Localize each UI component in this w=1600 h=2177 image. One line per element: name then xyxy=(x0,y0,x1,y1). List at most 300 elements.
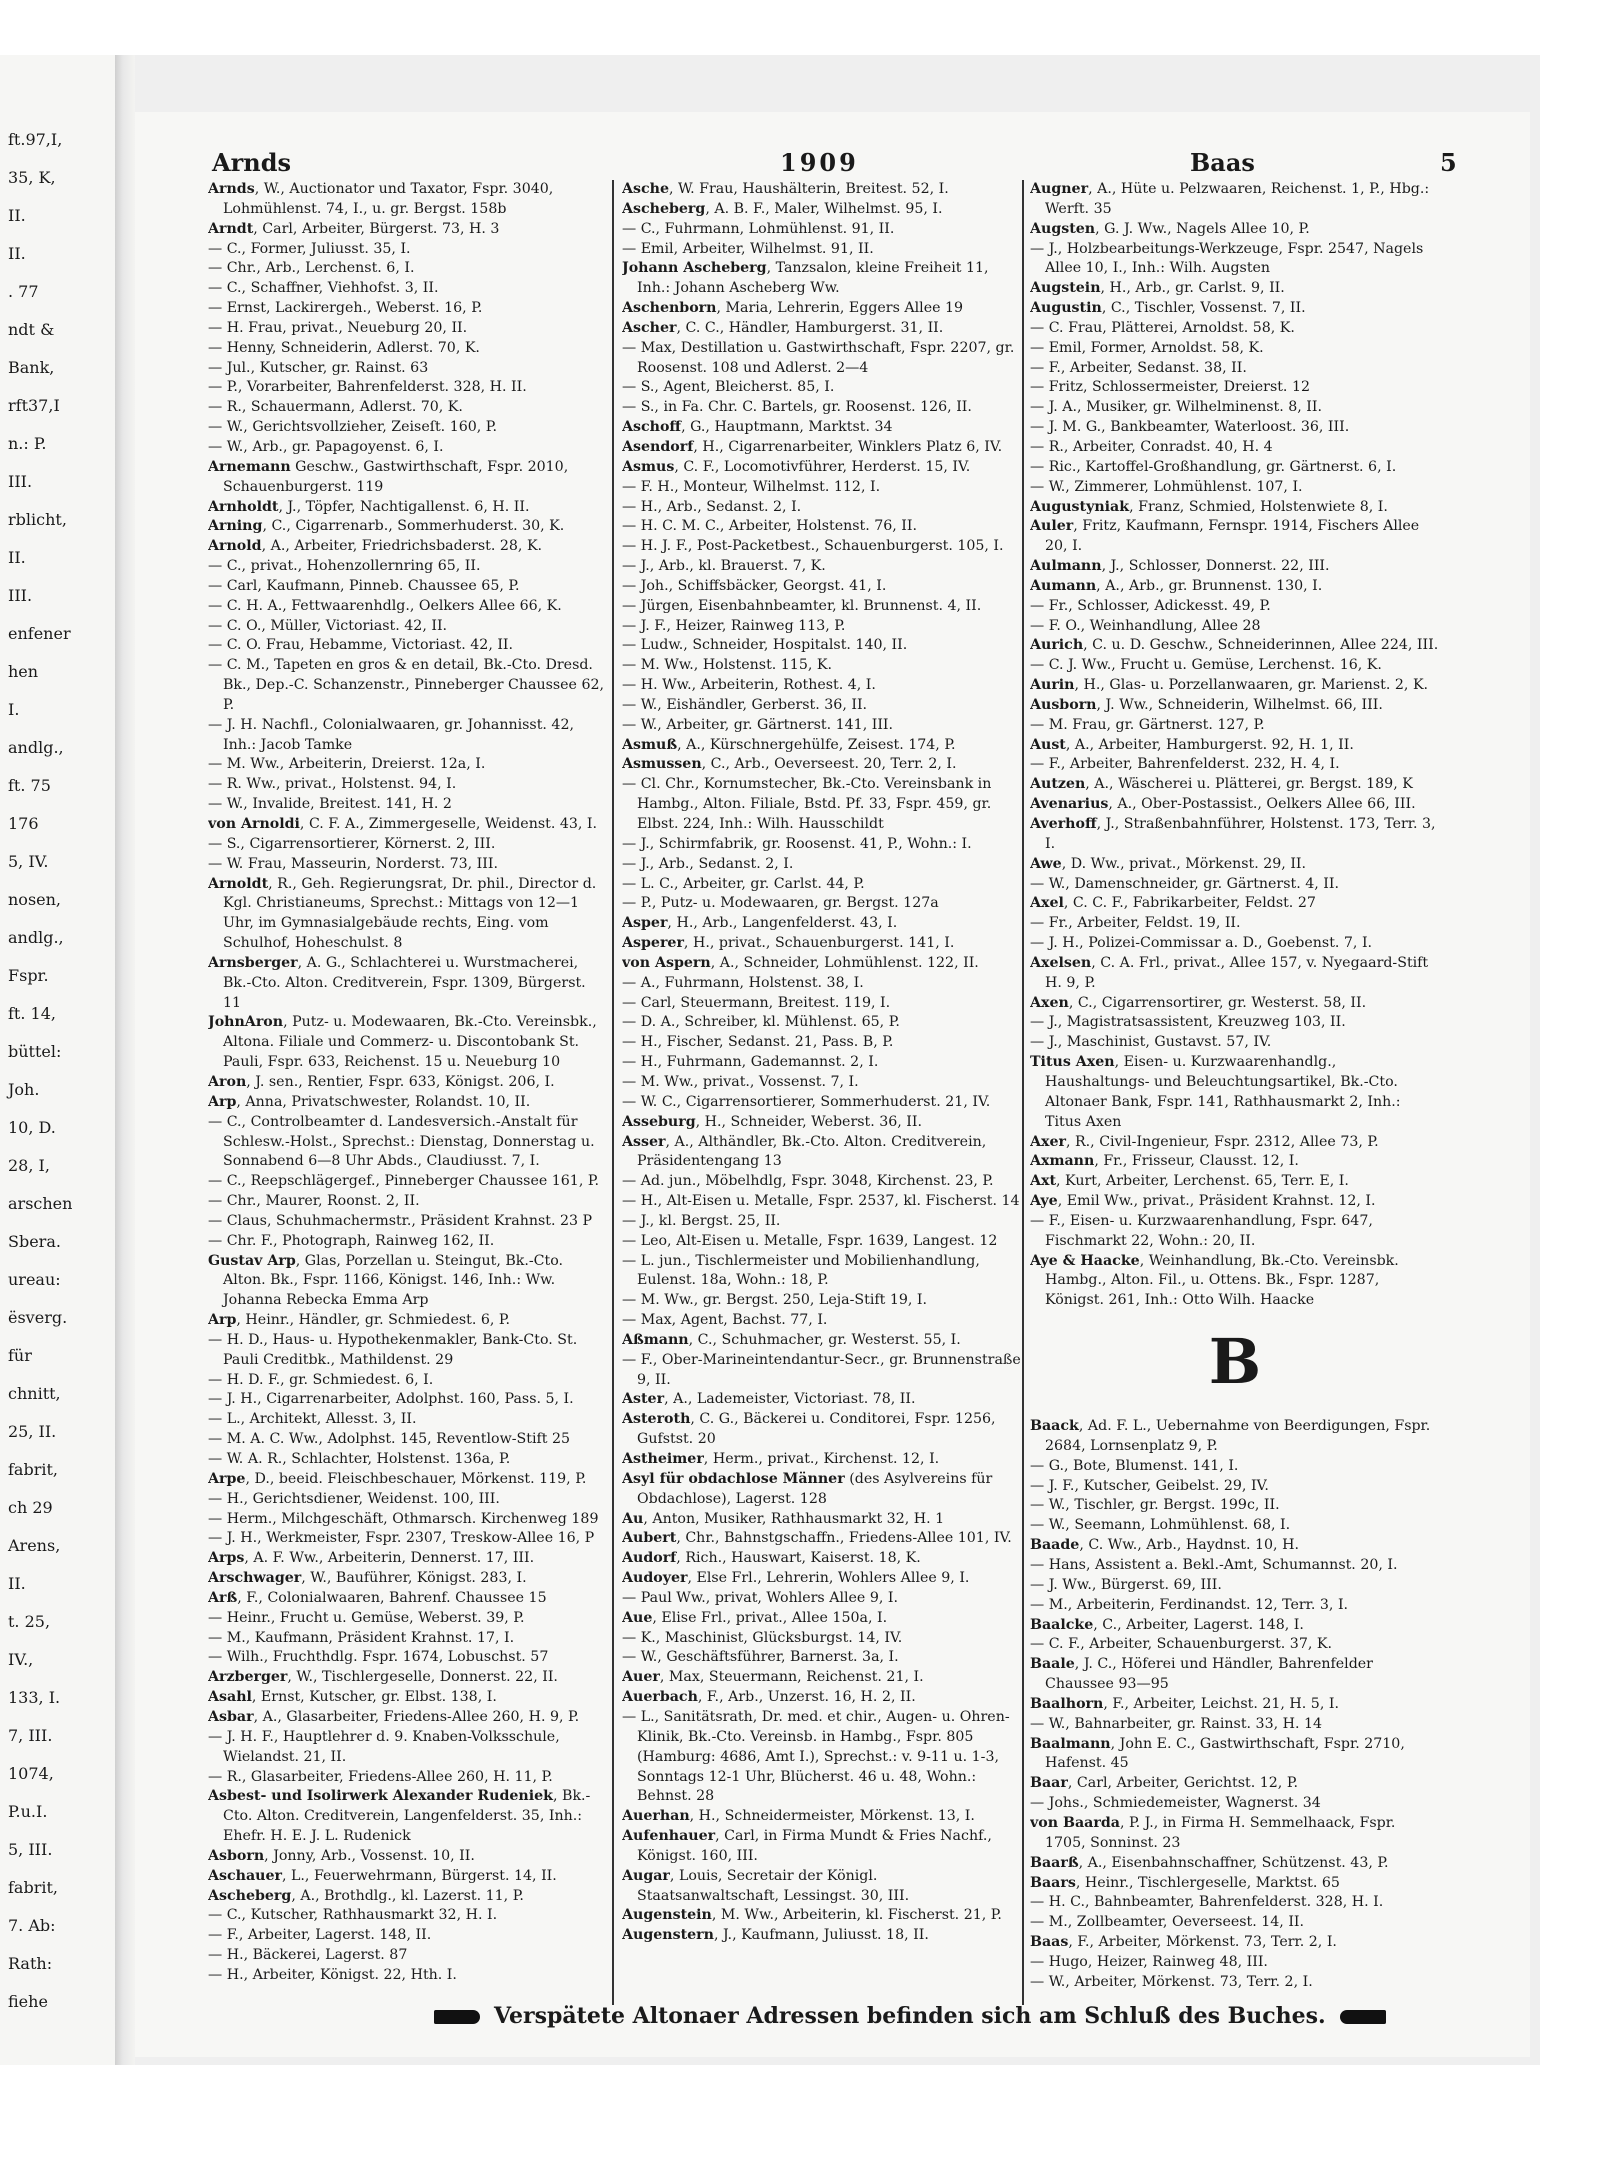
directory-entry xyxy=(208,1609,608,1629)
entry-details: , Putz- u. Modewaaren, Bk.-Cto. Vereinsbk., Altona. Filiale und Commerz- u. Discontobank St. Pauli, Fspr. 633, Reichenst. 15 u. Neueburg 10 xyxy=(223,1014,597,1071)
entry-details: — Claus, Schuhmachermstr., Präsident Krahnst. 23 P xyxy=(208,1212,593,1229)
entry-details: , Carl, Arbeiter, Bürgerst. 73, H. 3 xyxy=(253,220,500,237)
entry-details: — W., Invalide, Breitest. 141, H. 2 xyxy=(208,796,452,813)
directory-entry xyxy=(1030,795,1440,815)
entry-details: — M. Ww., gr. Bergst. 250, Leja-Stift 19, I. xyxy=(622,1292,928,1309)
entry-surname: Baas xyxy=(1030,1934,1069,1951)
entry-surname: Baalcke xyxy=(1030,1616,1094,1633)
entry-surname: Aye xyxy=(1030,1193,1058,1210)
directory-entry xyxy=(622,1192,1022,1212)
directory-entry xyxy=(208,597,608,617)
entry-details: , A. B. F., Maler, Wilhelmst. 95, I. xyxy=(705,200,943,217)
directory-entry xyxy=(208,1549,608,1569)
entry-details: , Eisen- u. Kurzwaarenhandlg., Haushaltungs- und Beleuchtungsartikel, Bk.-Cto. Altonaer Bank, Fspr. 141, Rathhausmarkt 2, Inh.: Titus Axen xyxy=(1045,1054,1401,1130)
directory-entry xyxy=(1030,1212,1440,1252)
previous-page-fragment: Sbera. xyxy=(8,1232,61,1251)
directory-entry xyxy=(208,1529,608,1549)
entry-details: , Fr., Frisseur, Clausst. 12, I. xyxy=(1094,1153,1299,1170)
entry-surname: Arnold xyxy=(208,538,262,555)
directory-entry xyxy=(208,755,608,775)
directory-entry xyxy=(622,1291,1022,1311)
entry-details: , M. Ww., Arbeiterin, kl. Fischerst. 21, P. xyxy=(711,1907,1002,1924)
entry-surname: Asmussen xyxy=(622,756,702,773)
directory-entry xyxy=(622,736,1022,756)
previous-page-fragment: rft37,I xyxy=(8,396,60,415)
entry-details: , C. Ww., Arb., Haydnst. 10, H. xyxy=(1079,1537,1299,1554)
directory-entry xyxy=(208,259,608,279)
directory-entry xyxy=(1030,438,1440,458)
directory-entry xyxy=(1030,1933,1440,1953)
entry-surname: Arpe xyxy=(208,1470,246,1487)
entry-details: , Herm., privat., Kirchenst. 12, I. xyxy=(703,1451,940,1467)
entry-details: — F. O., Weinhandlung, Allee 28 xyxy=(1030,617,1261,634)
entry-details: , H., Schneidermeister, Mörkenst. 13, I. xyxy=(689,1808,975,1825)
entry-surname: Asper xyxy=(622,915,668,932)
entry-details: , F., Arbeiter, Leichst. 21, H. 5, I. xyxy=(1103,1695,1339,1712)
directory-entry xyxy=(208,795,608,815)
entry-surname: Auler xyxy=(1030,518,1074,535)
entry-surname: Arschwager xyxy=(208,1570,302,1587)
previous-page-fragment: andlg., xyxy=(8,738,64,757)
entry-details: , Anton, Musiker, Rathhausmarkt 32, H. 1 xyxy=(643,1510,945,1527)
directory-entry xyxy=(1030,1033,1440,1053)
entry-details: — W., Geschäftsführer, Barnerst. 3a, I. xyxy=(622,1649,899,1666)
entry-details: — Cl. Chr., Kornumstecher, Bk.-Cto. Vereinsbank in Hambg., Alton. Filiale, Bstd. Pf. 33, Fspr. 459, gr. Elbst. 224, Inh.: Wilh. Hausschildt xyxy=(622,776,992,832)
entry-surname: Autzen xyxy=(1030,776,1086,793)
directory-entry xyxy=(1030,1576,1440,1596)
entry-details: , A., Brothdlg., kl. Lazerst. 11, P. xyxy=(291,1887,524,1904)
entry-details: , F., Colonialwaaren, Bahrenf. Chaussee 15 xyxy=(237,1589,547,1606)
directory-entry xyxy=(208,775,608,795)
entry-details: — C. F., Arbeiter, Schauenburgerst. 37, K. xyxy=(1030,1636,1332,1653)
directory-entry xyxy=(208,299,608,319)
entry-details: , A. G., Schlachterei u. Wurstmacherei, Bk.-Cto. Alton. Creditverein, Fspr. 1309, Bürgerst. 11 xyxy=(223,954,586,1011)
directory-entry xyxy=(622,617,1022,637)
directory-entry xyxy=(622,1510,1022,1530)
entry-details: — F., Arbeiter, Sedanst. 38, II. xyxy=(1030,359,1247,376)
entry-surname: Aust xyxy=(1030,736,1066,753)
entry-details: — H., Arbeiter, Königst. 22, Hth. I. xyxy=(208,1966,457,1983)
directory-entry xyxy=(208,1569,608,1589)
entry-details: , Glas, Porzellan u. Steingut, Bk.-Cto. Alton. Bk., Fspr. 1166, Königst. 146, Inh.: Ww. Johanna Rebecka Emma Arp xyxy=(223,1252,564,1309)
pointing-hand-icon xyxy=(1340,2010,1386,2024)
entry-surname: Asyl für obdachlose Männer xyxy=(622,1470,845,1487)
previous-page-fragment: 5, IV. xyxy=(8,852,49,871)
entry-details: — J. F., Heizer, Rainweg 113, P. xyxy=(622,617,846,634)
entry-surname: von Aspern xyxy=(622,954,711,971)
entry-details: — H., Gerichtsdiener, Weidenst. 100, III. xyxy=(208,1490,500,1507)
entry-details: , H., privat., Schauenburgerst. 141, I. xyxy=(683,935,955,952)
directory-entry xyxy=(208,1192,608,1212)
directory-entry xyxy=(622,498,1022,518)
entry-details: — H. Frau, privat., Neueburg 20, II. xyxy=(208,319,468,336)
previous-page-fragment: ësverg. xyxy=(8,1308,68,1327)
entry-details: , C., Arb., Oeverseest. 20, Terr. 2, I. xyxy=(701,756,957,773)
entry-surname: Axel xyxy=(1030,895,1064,912)
entry-surname: Arnds xyxy=(208,181,255,197)
entry-details: , A. F. Ww., Arbeiterin, Dennerst. 17, III. xyxy=(244,1550,535,1567)
entry-details: — Johs., Schmiedemeister, Wagnerst. 34 xyxy=(1030,1795,1321,1812)
entry-details: — W., Arb., gr. Papagoyenst. 6, I. xyxy=(208,438,444,455)
directory-column-3 xyxy=(1030,180,1440,1993)
entry-details: , Carl, Arbeiter, Gerichtst. 12, P. xyxy=(1067,1775,1299,1792)
entry-surname: Averhoff xyxy=(1030,816,1097,832)
directory-entry xyxy=(1030,339,1440,359)
entry-surname: Axen xyxy=(1030,994,1069,1011)
entry-surname: Audorf xyxy=(622,1550,677,1567)
previous-page-fragment: rblicht, xyxy=(8,510,67,529)
directory-entry xyxy=(208,240,608,260)
directory-entry xyxy=(622,240,1022,260)
directory-entry xyxy=(622,1093,1022,1113)
previous-page-fragment: 176 xyxy=(8,814,39,833)
entry-details: , A., Lademeister, Victoriast. 78, II. xyxy=(664,1391,916,1408)
directory-entry xyxy=(622,954,1022,974)
previous-page-fragment: . 77 xyxy=(8,282,39,301)
entry-details: — C., Schaffner, Viehhofst. 3, II. xyxy=(208,280,439,297)
entry-details: — Chr. F., Photograph, Rainweg 162, II. xyxy=(208,1232,495,1249)
previous-page-fragment: IV., xyxy=(8,1650,34,1669)
entry-details: — C., Fuhrmann, Lohmühlenst. 91, II. xyxy=(622,220,895,237)
directory-entry xyxy=(622,1867,1022,1907)
footer-notice-text: Verspätete Altonaer Adressen befinden sich am Schluß des Buches. xyxy=(494,2003,1326,2029)
previous-page-fragment: ch 29 xyxy=(8,1498,53,1517)
entry-surname: Asahl xyxy=(208,1689,252,1706)
entry-details: — J., Holzbearbeitungs-Werkzeuge, Fspr. 2547, Nagels Allee 10, I., Inh.: Wilh. Augsten xyxy=(1030,240,1424,277)
directory-entry xyxy=(622,775,1022,835)
entry-details: — R., Arbeiter, Conradst. 40, H. 4 xyxy=(1030,438,1273,455)
directory-entry xyxy=(208,1966,608,1986)
previous-page-fragment: hen xyxy=(8,662,39,681)
entry-details: , H., Cigarrenarbeiter, Winklers Platz 6, IV. xyxy=(693,438,1003,455)
directory-entry xyxy=(1030,656,1440,676)
directory-entry xyxy=(1030,934,1440,954)
directory-entry xyxy=(208,617,608,637)
directory-entry xyxy=(622,220,1022,240)
directory-entry xyxy=(208,398,608,418)
entry-details: Geschw., Gastwirthschaft, Fspr. 2010, Schauenburgerst. 119 xyxy=(223,458,569,495)
entry-details: , H., Glas- u. Porzellanwaaren, gr. Marienst. 2, K. xyxy=(1074,677,1429,694)
entry-details: , J., Schlosser, Donnerst. 22, III. xyxy=(1101,558,1330,575)
entry-details: , C., Cigarrenarb., Sommerhuderst. 30, K. xyxy=(262,518,565,535)
entry-details: — Max, Agent, Bachst. 77, I. xyxy=(622,1312,828,1329)
entry-surname: Arnsberger xyxy=(208,954,298,971)
directory-entry xyxy=(1030,319,1440,339)
entry-details: — H., Arb., Sedanst. 2, I. xyxy=(622,498,802,515)
entry-details: — W., Damenschneider, gr. Gärtnerst. 4, II. xyxy=(1030,875,1339,892)
entry-details: — M. Ww., privat., Vossenst. 7, I. xyxy=(622,1073,859,1090)
directory-entry xyxy=(622,458,1022,478)
directory-entry xyxy=(1030,875,1440,895)
directory-entry xyxy=(622,1331,1022,1351)
entry-surname: Gustav Arp xyxy=(208,1252,296,1269)
directory-entry xyxy=(622,378,1022,398)
entry-details: — J., Arb., Sedanst. 2, I. xyxy=(622,855,794,872)
entry-details: — Ric., Kartoffel-Großhandlung, gr. Gärtnerst. 6, I. xyxy=(1030,458,1397,475)
previous-page-fragment: Bank, xyxy=(8,358,55,377)
entry-surname: Augenstein xyxy=(622,1907,712,1924)
entry-details: — Max, Destillation u. Gastwirthschaft, Fspr. 2207, gr. Roosenst. 108 und Adlerst. 2—4 xyxy=(622,339,1015,376)
directory-entry xyxy=(1030,894,1440,914)
directory-entry xyxy=(1030,736,1440,756)
previous-page-fragment: 5, III. xyxy=(8,1840,53,1859)
entry-details: , C., Tischler, Vossenst. 7, II. xyxy=(1101,300,1306,317)
directory-entry xyxy=(1030,1477,1440,1497)
directory-entry xyxy=(622,1232,1022,1252)
directory-entry xyxy=(1030,636,1440,656)
entry-details: — L., Architekt, Allesst. 3, II. xyxy=(208,1411,417,1428)
entry-surname: Baack xyxy=(1030,1418,1079,1435)
previous-page-fragment: arschen xyxy=(8,1194,73,1213)
directory-entry xyxy=(208,1470,608,1490)
entry-details: — R., Schauermann, Adlerst. 70, K. xyxy=(208,399,463,416)
entry-details: — C. J. Ww., Frucht u. Gemüse, Lerchenst. 16, K. xyxy=(1030,657,1382,674)
page-gutter xyxy=(115,55,135,2065)
entry-details: — J. A., Musiker, gr. Wilhelminenst. 8, II. xyxy=(1030,399,1323,416)
entry-details: — H. D., Haus- u. Hypothekenmakler, Bank-Cto. St. Pauli Creditbk., Mathildenst. 29 xyxy=(208,1331,578,1368)
directory-entry xyxy=(622,1351,1022,1391)
directory-entry xyxy=(1030,1814,1440,1854)
entry-details: , W., Bauführer, Königst. 283, I. xyxy=(301,1570,527,1587)
directory-entry xyxy=(208,1589,608,1609)
previous-page-fragment: Joh. xyxy=(8,1080,40,1099)
entry-details: , A., Arb., gr. Brunnenst. 130, I. xyxy=(1096,577,1323,594)
previous-page-fragment: 25, II. xyxy=(8,1422,57,1441)
entry-details: — A., Fuhrmann, Holstenst. 38, I. xyxy=(622,974,864,991)
directory-entry xyxy=(208,180,608,220)
entry-surname: Auer xyxy=(622,1669,660,1686)
entry-details: , Weinhandlung, Bk.-Cto. Vereinsbk. Hambg., Alton. Fil., u. Ottens. Bk., Fspr. 1287, Königst. 261, Inh.: Otto Wilh. Haacke xyxy=(1045,1252,1399,1309)
directory-entry xyxy=(1030,478,1440,498)
entry-details: , A., Kürschnergehülfe, Zeisest. 174, P. xyxy=(677,736,956,753)
directory-entry xyxy=(208,1847,608,1867)
directory-entry xyxy=(622,339,1022,379)
directory-entry xyxy=(1030,1913,1440,1933)
directory-entry xyxy=(208,1073,608,1093)
directory-entry xyxy=(622,1906,1022,1926)
directory-entry xyxy=(208,1311,608,1331)
entry-surname: Auerhan xyxy=(622,1808,690,1825)
entry-details: — W. Frau, Masseurin, Norderst. 73, III. xyxy=(208,855,499,872)
previous-page-fragment: 10, D. xyxy=(8,1118,56,1137)
directory-entry xyxy=(1030,1496,1440,1516)
directory-entry xyxy=(622,1311,1022,1331)
entry-surname: Aue xyxy=(622,1609,653,1626)
directory-entry xyxy=(622,696,1022,716)
entry-surname: Asseburg xyxy=(622,1113,696,1130)
directory-entry xyxy=(1030,577,1440,597)
directory-entry xyxy=(622,1688,1022,1708)
entry-details: — Heinr., Frucht u. Gemüse, Weberst. 39, P. xyxy=(208,1609,525,1626)
entry-surname: Aumann xyxy=(1030,577,1097,594)
entry-details: , A., Wäscherei u. Plätterei, gr. Bergst. 189, K xyxy=(1085,776,1413,793)
entry-surname: Aubert xyxy=(622,1530,677,1547)
directory-entry xyxy=(208,1232,608,1252)
directory-entry xyxy=(1030,1655,1440,1695)
entry-details: — J. H., Polizei-Commissar a. D., Goebenst. 7, I. xyxy=(1030,935,1373,952)
directory-entry xyxy=(208,1390,608,1410)
entry-details: , Carl, in Firma Mundt & Fries Nachf., Königst. 160, III. xyxy=(637,1828,992,1864)
directory-entry xyxy=(622,1033,1022,1053)
entry-details: , D., beeid. Fleischbeschauer, Mörkenst. 119, P. xyxy=(245,1470,587,1487)
previous-page-fragment: 133, I. xyxy=(8,1688,61,1707)
directory-entry xyxy=(1030,458,1440,478)
directory-entry xyxy=(622,418,1022,438)
entry-details: , A., Eisenbahnschaffner, Schützenst. 43, P. xyxy=(1078,1854,1389,1871)
entry-details: , J., Straßenbahnführer, Holstenst. 173, Terr. 3, I. xyxy=(1045,816,1436,852)
previous-page-fragment: ft.97,I, xyxy=(8,130,63,149)
entry-details: , W., Tischlergeselle, Donnerst. 22, II. xyxy=(287,1669,558,1686)
directory-entry xyxy=(1030,1893,1440,1913)
entry-surname: Aye & Haacke xyxy=(1030,1252,1140,1269)
entry-details: , A., Arbeiter, Friedrichsbaderst. 28, K. xyxy=(261,538,543,555)
entry-surname: Asche xyxy=(622,181,669,197)
entry-surname: Baale xyxy=(1030,1656,1075,1673)
entry-details: — J. F., Kutscher, Geibelst. 29, IV. xyxy=(1030,1477,1269,1494)
directory-entry xyxy=(208,1331,608,1371)
entry-surname: Johann Ascheberg xyxy=(622,260,767,277)
entry-surname: Baarß xyxy=(1030,1854,1079,1871)
directory-entry xyxy=(208,378,608,398)
directory-entry xyxy=(208,498,608,518)
entry-details: — Leo, Alt-Eisen u. Metalle, Fspr. 1639, Langest. 12 xyxy=(622,1232,998,1249)
entry-details: — Chr., Arb., Lerchenst. 6, I. xyxy=(208,260,415,277)
entry-details: , J. sen., Rentier, Fspr. 633, Königst. 206, I. xyxy=(246,1073,555,1090)
entry-surname: Ascheberg xyxy=(622,200,706,217)
entry-details: , F., Arbeiter, Mörkenst. 73, Terr. 2, I. xyxy=(1068,1934,1337,1951)
directory-entry xyxy=(1030,1252,1440,1312)
directory-entry xyxy=(208,339,608,359)
directory-entry xyxy=(622,1450,1022,1470)
entry-surname: Baalhorn xyxy=(1030,1695,1104,1712)
previous-page-fragment: ureau: xyxy=(8,1270,61,1289)
directory-entry xyxy=(208,656,608,716)
directory-entry xyxy=(1030,1152,1440,1172)
entry-surname: Aurich xyxy=(1030,637,1084,654)
directory-entry xyxy=(1030,755,1440,775)
entry-surname: Asborn xyxy=(208,1847,265,1864)
directory-entry xyxy=(1030,1516,1440,1536)
entry-details: — W., Arbeiter, gr. Gärtnerst. 141, III. xyxy=(622,716,894,733)
entry-details: — P., Putz- u. Modewaaren, gr. Bergst. 127a xyxy=(622,895,939,912)
entry-details: — Jul., Kutscher, gr. Rainst. 63 xyxy=(208,359,429,376)
entry-details: , C., Cigarrensortirer, gr. Westerst. 58, II. xyxy=(1068,994,1367,1011)
previous-page-fragment: I. xyxy=(8,700,20,719)
entry-surname: Asteroth xyxy=(622,1411,691,1428)
entry-details: , A., Ober-Postassist., Oelkers Allee 66, III. xyxy=(1108,796,1416,813)
directory-entry xyxy=(622,1807,1022,1827)
directory-entry xyxy=(622,835,1022,855)
directory-entry xyxy=(208,1906,608,1926)
directory-entry xyxy=(208,319,608,339)
previous-page-fragment: Fspr. xyxy=(8,966,49,985)
previous-page-fragment: ft. 75 xyxy=(8,776,51,795)
directory-entry xyxy=(622,1609,1022,1629)
entry-details: , J. Ww., Schneiderin, Wilhelmst. 66, III. xyxy=(1096,696,1383,713)
entry-surname: Aster xyxy=(622,1391,665,1408)
entry-details: — W., Eishändler, Gerberst. 36, II. xyxy=(622,696,868,713)
entry-details: , F., Arb., Unzerst. 16, H. 2, II. xyxy=(697,1689,916,1706)
previous-page-fragment: chnitt, xyxy=(8,1384,61,1403)
directory-entry xyxy=(1030,1735,1440,1775)
entry-details: , C. G., Bäckerei u. Conditorei, Fspr. 1256, Gufstst. 20 xyxy=(637,1411,996,1448)
entry-details: — Emil, Former, Arnoldst. 58, K. xyxy=(1030,339,1264,356)
entry-details: — Fr., Schlosser, Adickesst. 49, P. xyxy=(1030,597,1271,614)
directory-entry xyxy=(208,1768,608,1788)
previous-page-fragment: fabrit, xyxy=(8,1460,58,1479)
entry-details: , C. u. D. Geschw., Schneiderinnen, Allee 224, III. xyxy=(1083,637,1439,654)
directory-entry xyxy=(622,478,1022,498)
entry-details: — G., Bote, Blumenst. 141, I. xyxy=(1030,1457,1239,1474)
directory-entry xyxy=(1030,914,1440,934)
entry-surname: Augustin xyxy=(1030,300,1102,317)
entry-details: — M. Ww., Holstenst. 115, K. xyxy=(622,657,832,674)
previous-page-fragment: fiehe xyxy=(8,1992,48,2011)
entry-details: — Joh., Schiffsbäcker, Georgst. 41, I. xyxy=(622,577,887,594)
entry-details: — C. H. A., Fettwaarenhdlg., Oelkers Allee 66, K. xyxy=(208,597,562,614)
entry-details: — M., Zollbeamter, Oeverseest. 14, II. xyxy=(1030,1914,1305,1931)
entry-details: — J., Magistratsassistent, Kreuzweg 103, II. xyxy=(1030,1014,1346,1031)
entry-details: — M., Arbeiterin, Ferdinandst. 12, Terr. 3, I. xyxy=(1030,1596,1349,1613)
entry-details: , C., Schuhmacher, gr. Westerst. 55, I. xyxy=(688,1331,961,1348)
directory-entry xyxy=(1030,815,1440,855)
entry-details: , A., Glasarbeiter, Friedens-Allee 260, H. 9, P. xyxy=(253,1708,580,1725)
entry-surname: Avenarius xyxy=(1030,796,1109,813)
entry-surname: Augstein xyxy=(1030,280,1101,297)
entry-surname: Audoyer xyxy=(622,1570,688,1587)
entry-details: , H., Arb., Langenfelderst. 43, I. xyxy=(667,915,898,932)
entry-details: — J., kl. Bergst. 25, II. xyxy=(622,1212,781,1229)
previous-page-fragment: t. 25, xyxy=(8,1612,51,1631)
entry-details: — F., Arbeiter, Lagerst. 148, II. xyxy=(208,1927,432,1944)
directory-entry xyxy=(1030,1874,1440,1894)
entry-details: — F. H., Monteur, Wilhelmst. 112, I. xyxy=(622,478,881,495)
directory-entry xyxy=(1030,359,1440,379)
directory-entry xyxy=(1030,557,1440,577)
previous-page-fragment: fabrit, xyxy=(8,1878,58,1897)
directory-entry xyxy=(1030,398,1440,418)
entry-details: , Franz, Schmied, Holstenwiete 8, I. xyxy=(1129,498,1388,515)
directory-entry xyxy=(208,1787,608,1847)
entry-details: — Ernst, Lackirergeh., Weberst. 16, P. xyxy=(208,300,483,317)
entry-details: — J. H. Nachfl., Colonialwaaren, gr. Johannisst. 42, Inh.: Jacob Tamke xyxy=(208,716,574,753)
directory-entry xyxy=(1030,240,1440,280)
entry-details: , R., Civil-Ingenieur, Fspr. 2312, Allee 73, P. xyxy=(1065,1133,1379,1150)
directory-entry xyxy=(1030,1013,1440,1033)
entry-details: — H. C. M. C., Arbeiter, Holstenst. 76, II. xyxy=(622,518,918,535)
directory-entry xyxy=(208,716,608,756)
entry-details: — Fritz, Schlossermeister, Dreierst. 12 xyxy=(1030,379,1311,396)
previous-page-fragment: 7. Ab: xyxy=(8,1916,56,1935)
directory-entry xyxy=(1030,220,1440,240)
previous-page-fragment: ndt & xyxy=(8,320,55,339)
entry-details: — Ad. jun., Möbelhdlg, Fspr. 3048, Kirchenst. 23, P. xyxy=(622,1173,994,1190)
entry-details: — J. M. G., Bankbeamter, Waterloost. 36, III. xyxy=(1030,419,1350,436)
directory-entry xyxy=(622,1708,1022,1807)
entry-details: — L. jun., Tischlermeister und Mobilienhandlung, Eulenst. 18a, Wohn.: 18, P. xyxy=(622,1252,980,1289)
entry-details: — F., Ober-Marineintendantur-Secr., gr. Brunnenstraße 9, II. xyxy=(622,1351,1021,1388)
directory-entry xyxy=(622,200,1022,220)
entry-surname: Au xyxy=(622,1510,644,1527)
directory-entry xyxy=(208,1013,608,1073)
entry-details: — M. Frau, gr. Gärtnerst. 127, P. xyxy=(1030,716,1265,733)
entry-details: , Ernst, Kutscher, gr. Elbst. 138, I. xyxy=(251,1689,497,1706)
directory-entry xyxy=(622,974,1022,994)
entry-details: — W., Seemann, Lohmühlenst. 68, I. xyxy=(1030,1517,1291,1534)
entry-details: , Anna, Privatschwester, Rolandst. 10, II. xyxy=(236,1093,531,1110)
entry-details: — W. A. R., Schlachter, Holstenst. 136a, P. xyxy=(208,1451,511,1467)
directory-entry xyxy=(1030,517,1440,557)
